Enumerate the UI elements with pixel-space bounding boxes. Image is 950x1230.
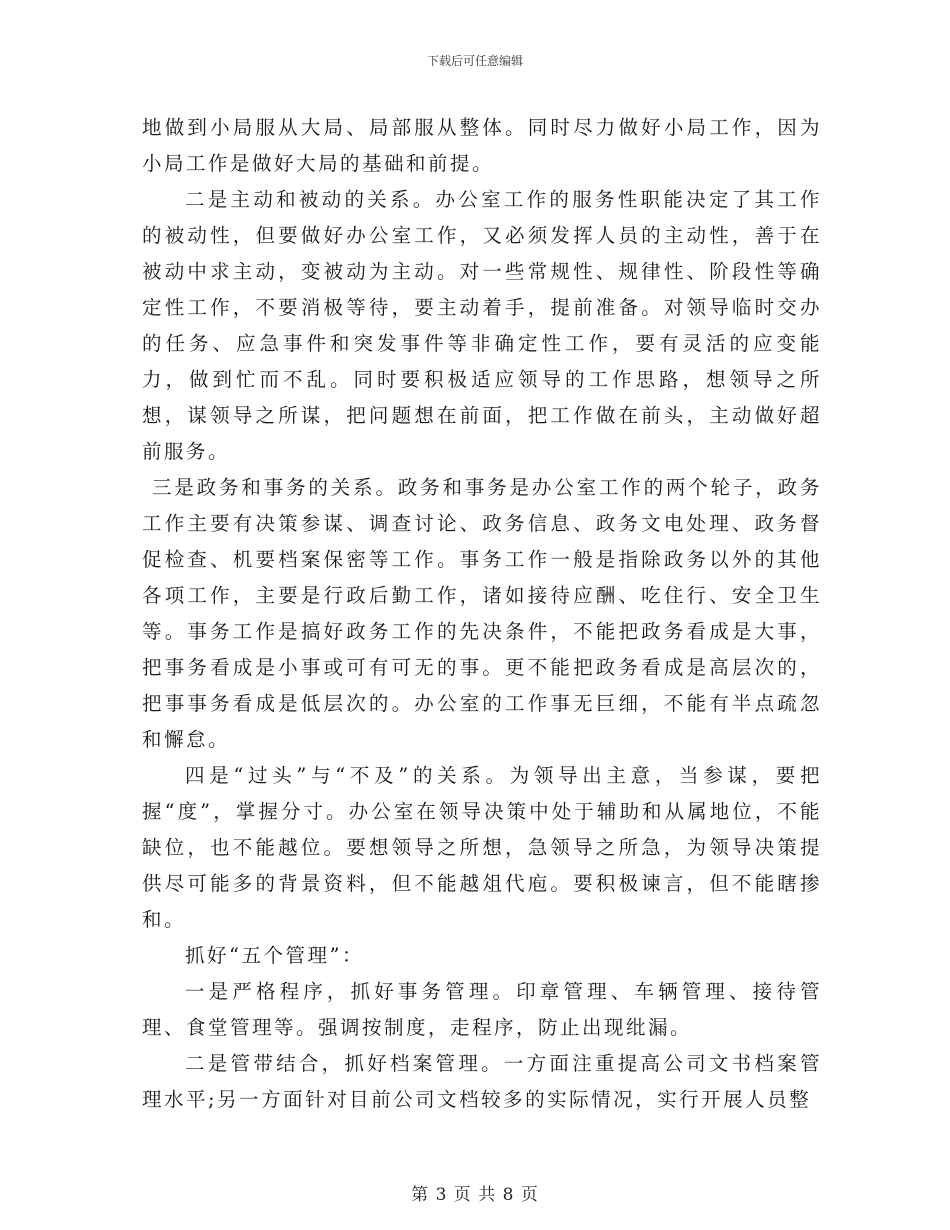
paragraph-affairs-management: 一是严格程序，抓好事务管理。印章管理、车辆管理、接待管理、食堂管理等。强调按制度，走程序，防止出现纰漏。 [142, 980, 822, 1039]
page-number-footer: 第 3 页 共 8 页 [411, 1185, 539, 1205]
paragraph-excess-insufficiency: 四是“过头”与“不及”的关系。为领导出主意，当参谋，要把握“度”，掌握分寸。办公室在领导决策中处于辅助和从属地位，不能缺位，也不能越位。要想领导之所想，急领导之所急，为领导决策提供尽可能多的背景资料，但不能越俎代庖。要积极谏言，但不能瞎掺和。 [142, 764, 822, 931]
paragraph-continuation: 地做到小局服从大局、局部服从整体。同时尽力做好小局工作，因为小局工作是做好大局的基础和前提。 [142, 116, 822, 175]
document-body [142, 110, 822, 1118]
page-header: 下载后可任意编辑 [426, 54, 523, 68]
paragraph-archive-management: 二是管带结合，抓好档案管理。一方面注重提高公司文书档案管理水平;另一方面针对目前公司文档较多的实际情况，实行开展人员整 [142, 1052, 822, 1111]
paragraph-active-passive: 二是主动和被动的关系。办公室工作的服务性职能决定了其工作的被动性，但要做好办公室工作，又必须发挥人员的主动性，善于在被动中求主动，变被动为主动。对一些常规性、规律性、阶段性等确定性工作，不要消极等待，要主动着手，提前准备。对领导临时交办的任务、应急事件和突发事件等非确定性工作，要有灵活的应变能力，做到忙而不乱。同时要积极适应领导的工作思路，想领导之所想，谋领导之所谋，把问题想在前面，把工作做在前头，主动做好超前服务。 [142, 188, 822, 463]
paragraph-five-managements-heading: 抓好“五个管理”： [185, 944, 364, 967]
paragraph-government-affairs: 三是政务和事务的关系。政务和事务是办公室工作的两个轮子，政务工作主要有决策参谋、调查讨论、政务信息、政务文电处理、政务督促检查、机要档案保密等工作。事务工作一般是指除政务以外的其他各项工作，主要是行政后勤工作，诸如接待应酬、吃住行、安全卫生等。事务工作是搞好政务工作的先决条件，不能把政务看成是大事，把事务看成是小事或可有可无的事。更不能把政务看成是高层次的，把事事务看成是低层次的。办公室的工作事无巨细，不能有半点疏忽和懈怠。 [142, 476, 822, 751]
